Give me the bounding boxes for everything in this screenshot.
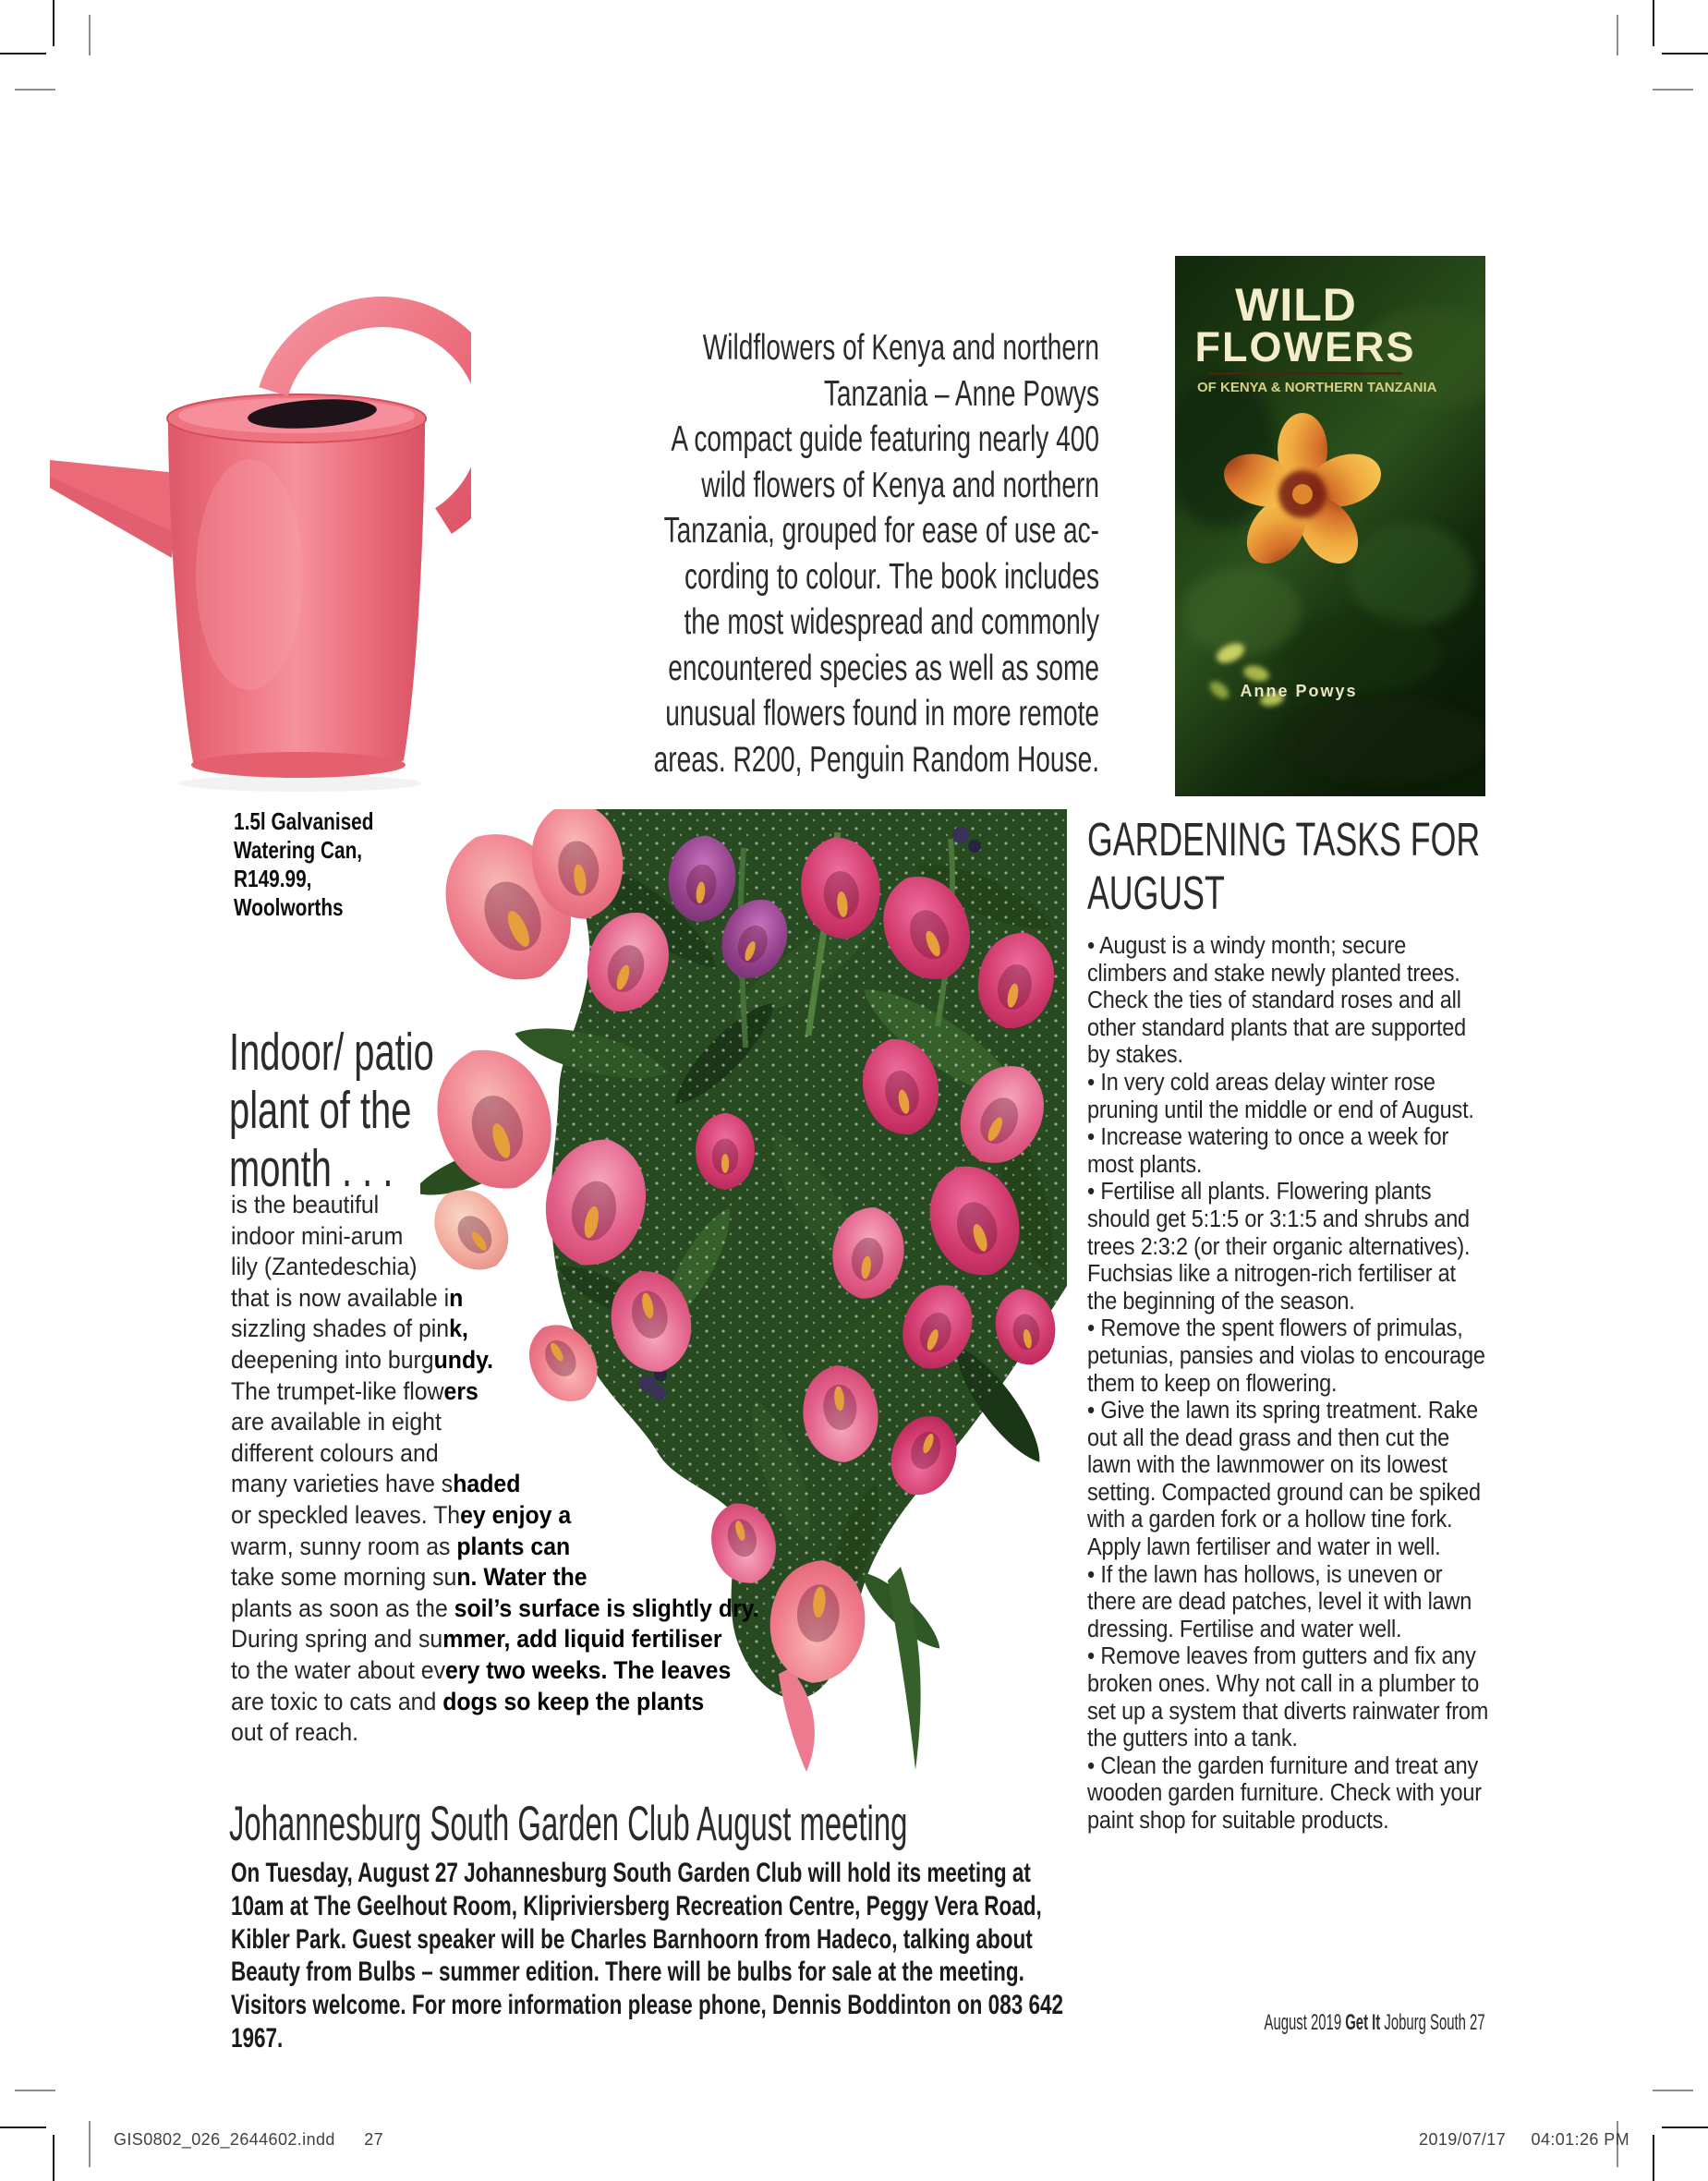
book-review-line: wild flowers of Kenya and northern	[701, 465, 1099, 505]
body-text-line	[231, 1469, 759, 1500]
crop-mark	[0, 53, 46, 55]
indoor-plant-text	[231, 1190, 759, 1749]
crop-mark	[89, 15, 91, 55]
text-normal: warm, sunny room as	[231, 1532, 457, 1560]
crop-mark	[1653, 0, 1654, 46]
caption-line: Watering Can,	[234, 836, 363, 864]
text-normal: lily (Zantedeschia)	[231, 1253, 418, 1281]
cover-title-line2: FLOWERS	[1194, 323, 1416, 370]
body-text-line	[231, 1283, 759, 1315]
crop-mark	[1653, 2135, 1654, 2181]
body-text-line	[231, 1221, 759, 1253]
caption-line: 1.5l Galvanised	[234, 807, 374, 835]
task-bullet: • In very cold areas delay winter rose pruning until the middle or end of August.	[1087, 1069, 1474, 1123]
heading-line: plant of the	[229, 1081, 412, 1140]
body-text-line	[231, 1345, 759, 1376]
body-text-line	[231, 1376, 759, 1408]
crop-mark	[1617, 15, 1618, 55]
garden-club-text: On Tuesday, August 27 Johannesburg South Garden Club will hold its meeting at 10am at The Geelhout Room, Klipriviersberg Recreation Centre, Peggy Vera Road, Kibler Park. Guest speaker will be Charles Barnhoorn from Hadeco, talking about Beauty from Bulbs – summer edition. There will be bulbs for sale at the meeting. Visitors welcome. For more information please phone, Dennis Boddinton on 083 642 1967.	[231, 1858, 1064, 2054]
text-normal: The trumpet-like flow	[231, 1376, 444, 1405]
body-text-line	[231, 1655, 759, 1687]
crop-mark	[1662, 2126, 1708, 2128]
book-review-line: Wildflowers of Kenya and northern	[702, 328, 1099, 368]
text-normal: plants as soon as the	[231, 1593, 454, 1622]
body-text-line	[231, 1438, 759, 1470]
indoor-plant-heading	[229, 1024, 434, 1198]
print-date: 2019/07/17	[1419, 2130, 1507, 2149]
book-cover-image	[1175, 256, 1485, 796]
crop-mark	[1653, 89, 1693, 91]
book-review-line: cording to colour. The book includes	[684, 556, 1099, 597]
crop-mark	[1662, 53, 1708, 55]
text-normal: During spring and su	[231, 1625, 443, 1654]
heading-line: month . . .	[229, 1139, 394, 1198]
footer-brand: Get It	[1345, 2010, 1381, 2035]
task-bullet: • Fertilise all plants. Flowering plants should get 5:1:5 or 3:1:5 and shrubs and trees 2:3:2 (or their organic alternatives). Fuchsias like a nitrogen-rich fertiliser at the beginning of the season.	[1087, 1179, 1471, 1315]
text-bold: undy.	[433, 1345, 494, 1374]
text-normal: to the water about ev	[231, 1655, 445, 1684]
body-text-line	[231, 1532, 759, 1563]
text-normal: is the beautiful	[231, 1191, 380, 1218]
text-bold: n. Water the	[456, 1563, 588, 1592]
text-bold: k,	[449, 1315, 468, 1343]
text-bold: dogs so keep the plants	[442, 1687, 705, 1715]
text-normal: deepening into burg	[231, 1345, 434, 1374]
book-review-line: areas. R200, Penguin Random House.	[653, 739, 1099, 780]
footer-edition-page: Joburg South 27	[1380, 2010, 1485, 2035]
crop-mark	[15, 89, 55, 91]
text-normal: sizzling shades of pin	[231, 1315, 450, 1343]
text-normal: are available in eight	[231, 1408, 442, 1436]
body-text-line	[231, 1687, 759, 1718]
task-bullet: • Remove leaves from gutters and fix any broken ones. Why not call in a plumber to set up a system that diverts rainwater from the gutters into a tank.	[1087, 1643, 1489, 1752]
crop-mark	[53, 0, 55, 46]
task-bullet: • Give the lawn its spring treatment. Rake out all the dead grass and then cut the lawn with the lawnmower on its lowest setting. Compacted ground can be spiked with a garden fork or a hollow tine fork. Apply lawn fertiliser and water in well.	[1087, 1398, 1481, 1561]
body-text-line	[231, 1190, 759, 1221]
body-text-line	[231, 1624, 759, 1655]
heading-line: Indoor/ patio	[229, 1023, 434, 1082]
task-bullet: • Increase watering to once a week for most plants.	[1087, 1124, 1449, 1178]
cover-subtitle: OF KENYA & NORTHERN TANZANIA	[1197, 380, 1437, 395]
print-page-number: 27	[364, 2130, 384, 2149]
print-slug-left	[114, 2130, 383, 2150]
crop-mark	[89, 2121, 91, 2167]
book-review-line: the most widespread and commonly	[684, 602, 1099, 642]
task-bullet: • Remove the spent flowers of primulas, petunias, pansies and violas to encourage them to keep on flowering.	[1087, 1315, 1485, 1397]
body-text-line	[231, 1407, 759, 1438]
body-text-line	[231, 1717, 759, 1749]
text-bold: haded	[453, 1470, 521, 1498]
text-normal: indoor mini-arum	[231, 1221, 404, 1250]
crop-mark	[15, 2090, 55, 2091]
cover-author: Anne Powys	[1240, 682, 1358, 700]
text-bold: ers	[443, 1376, 478, 1405]
body-text-line	[231, 1500, 759, 1532]
body-text-line	[231, 1562, 759, 1593]
page-footer	[1265, 2010, 1485, 2036]
task-bullet: • August is a windy month; secure climbers and stake newly planted trees. Check the ties of standard roses and all other standard plants that are supported by stakes.	[1087, 933, 1466, 1069]
gardening-tasks-heading	[1087, 813, 1480, 920]
caption-line: R149.99,	[234, 865, 312, 892]
book-review-line: unusual flowers found in more remote	[665, 694, 1099, 733]
text-bold: ey enjoy a	[460, 1500, 572, 1529]
book-review-text	[640, 325, 1099, 782]
footer-issue: August 2019	[1264, 2010, 1346, 2035]
text-normal: or speckled leaves. Th	[231, 1500, 461, 1529]
crop-mark	[53, 2135, 55, 2181]
book-review-line: Tanzania – Anne Powys	[823, 373, 1099, 414]
text-bold: soil’s surface is slightly dry.	[454, 1593, 759, 1622]
crop-mark	[0, 2126, 46, 2128]
task-bullet: • If the lawn has hollows, is uneven or there are dead patches, level it with lawn dressing. Fertilise and water well.	[1087, 1561, 1472, 1642]
garden-club-heading: Johannesburg South Garden Club August meeting	[229, 1797, 908, 1851]
print-time: 04:01:26 PM	[1531, 2130, 1629, 2149]
crop-mark	[1653, 2090, 1693, 2091]
text-normal: many varieties have s	[231, 1470, 454, 1498]
book-review-line: encountered species as well as some	[668, 648, 1099, 688]
book-review-line: Tanzania, grouped for ease of use ac-	[663, 511, 1099, 551]
task-bullet: • Clean the garden furniture and treat any wooden garden furniture. Check with your paint shop for suitable products.	[1087, 1752, 1482, 1834]
print-slug-right	[1419, 2130, 1629, 2150]
gardening-tasks-list	[1087, 933, 1490, 1836]
text-normal: that is now available i	[231, 1283, 450, 1312]
caption-line: Woolworths	[234, 893, 344, 921]
body-text-line	[231, 1314, 759, 1345]
text-normal: take some morning su	[231, 1563, 457, 1592]
cover-title-line1: WILD	[1235, 279, 1357, 331]
watering-can-caption	[234, 807, 373, 922]
text-bold: plants can	[456, 1532, 571, 1560]
print-filename: GIS0802_026_2644602.indd	[114, 2130, 335, 2149]
text-normal: different colours and	[231, 1438, 439, 1467]
body-text-line	[231, 1252, 759, 1283]
text-bold: mmer, add liquid fertiliser	[442, 1625, 722, 1654]
text-bold: ery two weeks. The leaves	[444, 1655, 732, 1684]
cover-divider	[1208, 372, 1402, 375]
body-text-line	[231, 1593, 759, 1625]
heading-line: GARDENING TASKS FOR	[1087, 813, 1481, 866]
watering-can-photo	[37, 270, 471, 806]
book-review-line: A compact guide featuring nearly 400	[671, 419, 1099, 459]
text-bold: n	[449, 1283, 464, 1312]
text-normal: are toxic to cats and	[231, 1687, 443, 1715]
text-normal: out of reach.	[231, 1718, 359, 1747]
heading-line: AUGUST	[1087, 866, 1225, 919]
